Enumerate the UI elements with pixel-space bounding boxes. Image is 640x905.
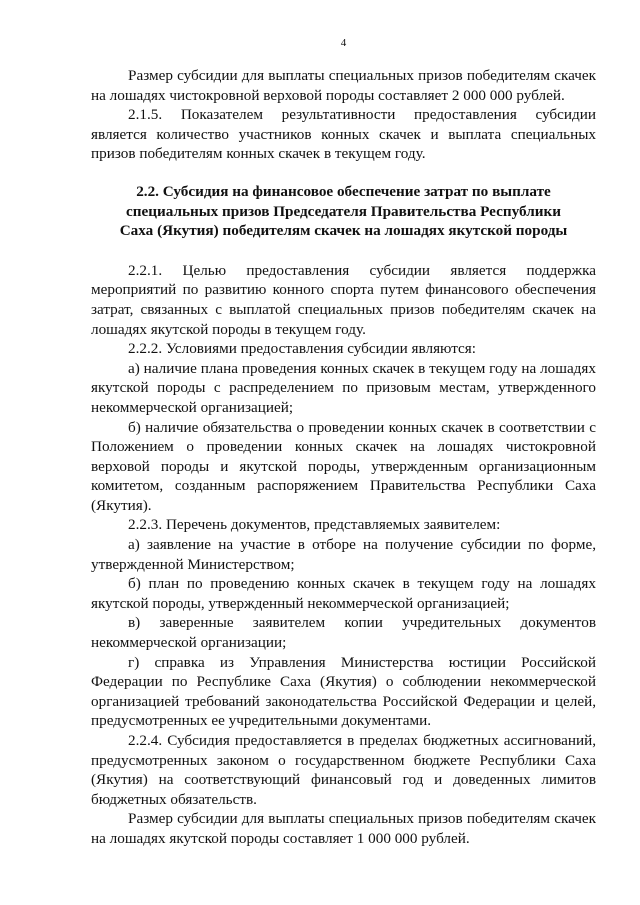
paragraph-2-2-2: 2.2.2. Условиями предоставления субсидии являются:: [128, 340, 476, 358]
paragraph-document-v: в) заверенные заявителем копии учредительных документов некоммерческой организации;: [91, 614, 596, 652]
page-number: 4: [340, 37, 347, 49]
section-heading-line: специальных призов Председателя Правительства Республики: [126, 202, 561, 220]
paragraph-condition-b: б) наличие обязательства о проведении конных скачек в соответствии с Положением о проведении конных скачек на лошадях чистокровной верховой породы и якутской породы, утвержденным организационным комитетом, созданным распоряжением Правительства Республики Саха (Якутия).: [91, 418, 596, 514]
section-heading-2-2: [91, 182, 596, 241]
paragraph-subsidy-amount-thoroughbred: Размер субсидии для выплаты специальных призов победителям скачек на лошадях чистокровной верховой породы составляет 2 000 000 рублей.: [91, 67, 596, 104]
paragraph-document-b: б) план по проведению конных скачек в текущем году на лошадях якутской породы, утвержденный некоммерческой организацией;: [91, 575, 596, 612]
paragraph-condition-a: а) наличие плана проведения конных скачек в текущем году на лошадях якутской породы с распределением по призовым местам, утвержденного некоммерческой организацией;: [91, 359, 596, 416]
paragraph-document-g: г) справка из Управления Министерства юстиции Российской Федерации по Республике Саха (Якутия) о соблюдении некоммерческой организацией требований законодательства Российской Федерации и целей, предусмотренных ее учредительными документами.: [91, 653, 596, 730]
section-heading-line: Саха (Якутия) победителям скачек на лошадях якутской породы: [119, 222, 568, 240]
paragraph-2-2-3: 2.2.3. Перечень документов, представляемых заявителем:: [128, 516, 501, 534]
paragraph-subsidy-amount-yakut: Размер субсидии для выплаты специальных призов победителям скачек на лошадях якутской породы составляет 1 000 000 рублей.: [91, 810, 596, 847]
paragraph-2-2-4: 2.2.4. Субсидия предоставляется в пределах бюджетных ассигнований, предусмотренных законом о государственном бюджете Республики Саха (Якутия) на соответствующий финансовый год и доведенных лимитов бюджетных обязательств.: [91, 732, 596, 808]
paragraph-2-2-1: 2.2.1. Целью предоставления субсидии является поддержка мероприятий по развитию конного спорта путем финансового обеспечения затрат, связанных с выплатой специальных призов победителям скачек на лошадях якутской породы в текущем году.: [91, 261, 596, 338]
paragraph-document-a: а) заявление на участие в отборе на получение субсидии по форме, утвержденной Министерством;: [91, 536, 596, 573]
section-heading-line: 2.2. Субсидия на финансовое обеспечение затрат по выплате: [136, 182, 551, 200]
paragraph-2-1-5: 2.1.5. Показателем результативности предоставления субсидии является количество участников конных скачек и выплата специальных призов победителям конных скачек в текущем году.: [91, 106, 596, 163]
